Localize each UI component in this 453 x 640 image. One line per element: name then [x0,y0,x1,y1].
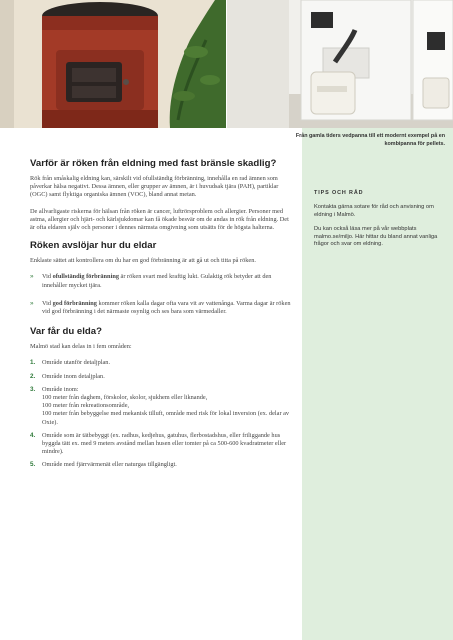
sidebar-website-text: Du kan också läsa mer på vår webbplats malmo.se/miljo. Här hittar du bland annat vanliga frågor och svar om eldning. [314,226,438,248]
bullet-text-prefix: Vid [42,299,53,307]
area-text: Område med fjärrvärmenät eller naturgas tillgängligt. [42,461,177,469]
area-item-3 [30,386,295,427]
heading-why-smoke-harmful: Varför är röken från eldning med fast bränsle skadlig? [30,158,277,169]
area-number: 2. [30,372,36,380]
section-smoke-reveals [30,240,295,316]
area-number: 3. [30,385,36,393]
heading-where-burn: Var får du elda? [30,326,102,338]
paragraph-areas-intro: Malmö stad kan delas in i fem områden: [30,343,132,351]
area-item-1 [30,359,295,367]
area-item-2 [30,373,295,381]
bullet-incomplete-combustion [30,273,295,289]
paragraph-check-smoke: Enklaste sättet att kontrollera om du har en god förbränning är att gå ut och titta på röken. [30,257,256,265]
area-number: 1. [30,359,36,367]
area-subline: 100 meter från bebyggelse med mekanisk tilluft, område med risk för lokal inversion (ex. delar av Oxie). [42,410,290,426]
area-subline: 100 meter från daghem, förskolor, skolor, sjukhem eller liknande, [42,394,208,402]
photo-pellet-boiler [227,0,453,128]
area-list [30,359,295,469]
area-item-5 [30,461,295,469]
area-text: Område inom: [42,385,79,393]
photo-caption: Från gamla tiders vedpanna till ett modernt exempel på en kombipanna för pellets. [295,133,445,147]
area-number: 5. [30,461,36,469]
area-text: Område utanför detaljplan. [42,359,111,367]
bullet-marker-icon: » [30,299,34,307]
sidebar-heading: TIPS OCH RÅD [314,190,364,196]
bullet-bold-term: ofullständig förbränning [52,273,119,281]
combustion-bullet-list [30,273,295,316]
heading-smoke-reveals: Röken avslöjar hur du eldar [30,240,157,252]
area-subline: 100 meter från rekreationsområde, [42,402,130,410]
area-text: Område som är tätbebyggt (ex. radhus, kedjehus, gatuhus, flerbostadshus, eller friliggande hus byggda tätt ex. med 9 meters avstånd mellan husen eller tomter på ca 500-600 kvadratmeter eller mindre). [42,431,287,456]
paragraph-smoke-substances: Rök från småskalig eldning kan, särskilt vid ofullständig förbränning, innehålla en rad ämnen som påverkar hälsa negativt. Dessa ämnen, eller grupper av ämnen, är i huvudsak tjära (PAH), partiklar (OGC) samt flyktiga organiska ämnen (VOC), bland annat metan. [30,175,279,199]
bullet-text-prefix: Vid [42,273,53,281]
wood-stove-illustration [0,0,226,128]
section-where-burn [30,326,295,469]
bullet-marker-icon: » [30,273,34,281]
paragraph-health-risks: De allvarligaste riskerna för hälsan från röken är cancer, luftrörsproblem och allergier. Personer med astma, allergier och hjärt- och kärlsjukdomar kan få ökade besvär om de andas in rök från eldning. Det är ofta eldaren själv och personer i dennes närmsta omgivning som utsätts för de högsta halterna. [30,207,289,232]
area-item-4 [30,432,295,457]
bullet-bold-term: god förbränning [52,299,97,307]
pellet-boiler-illustration [227,0,453,128]
bullet-text: kommer röken kalla dagar ofta vara vit av vattenånga. Varma dagar är röken vid god förbränning i det närmaste osynlig och ses bara som värmedaller. [42,299,291,316]
section-why-smoke-harmful [30,158,295,232]
bullet-text: är röken svart med kraftig lukt. Gulaktig rök betyder att den innehåller mycket tjära. [42,273,272,289]
sidebar-contact-text: Kontakta gärna sotare för råd och anvisning om eldning i Malmö. [314,204,434,218]
tips-sidebar [314,190,442,256]
photo-old-wood-stove [0,0,226,128]
bullet-good-combustion [30,300,295,316]
main-content [30,158,295,475]
area-text: Område inom detaljplan. [42,372,105,380]
area-number: 4. [30,431,36,439]
